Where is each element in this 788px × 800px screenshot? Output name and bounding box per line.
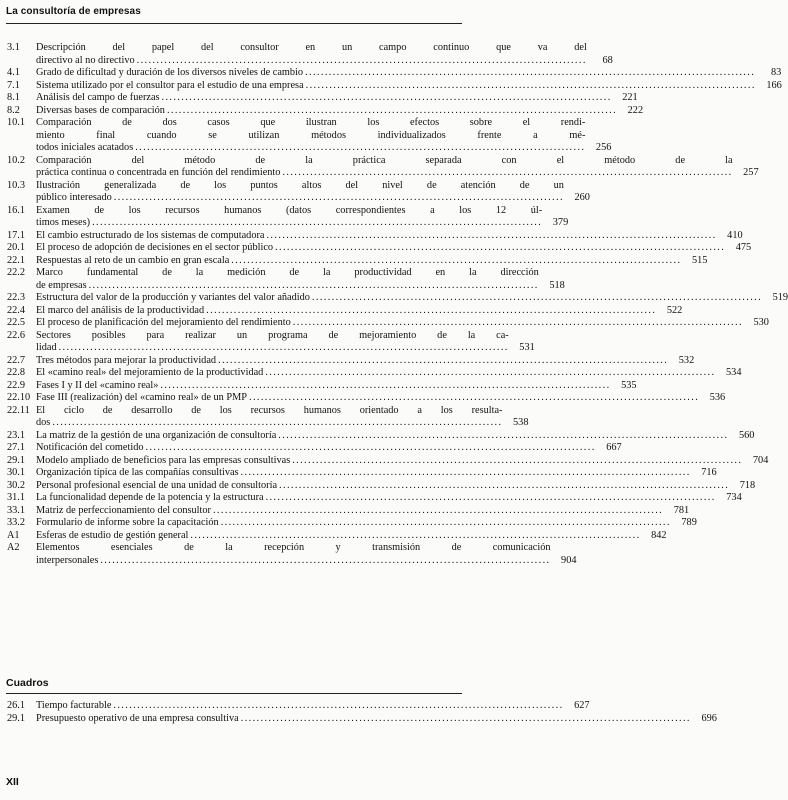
entry-title xyxy=(36,267,565,292)
entry-title xyxy=(36,392,725,405)
entry-title-line: La funcionalidad depende de la potencia y la estructura xyxy=(36,492,264,503)
entry-title-line: Fase III (realización) del «camino real» de un PMP xyxy=(36,392,248,403)
toc-entry xyxy=(6,154,759,180)
entry-page-number: 734 xyxy=(726,492,742,503)
toc-entry xyxy=(6,329,535,355)
toc-entry xyxy=(6,267,565,292)
toc-entry xyxy=(6,492,742,505)
entry-title-line: Esferas de estudio de gestión general xyxy=(36,529,189,541)
toc-entry xyxy=(6,392,726,405)
entry-number: 8.2 xyxy=(7,104,20,116)
entry-title xyxy=(36,180,590,205)
dot-leader xyxy=(100,555,548,568)
entry-page-number: 257 xyxy=(743,167,759,178)
table-list xyxy=(6,700,717,725)
entry-number: 30.1 xyxy=(7,467,26,478)
toc-entry xyxy=(6,517,697,530)
entry-number: 10.2 xyxy=(7,154,26,166)
entry-number: 29.1 xyxy=(7,454,26,466)
dot-leader xyxy=(59,342,507,355)
entry-title-line: Tres métodos para mejorar la productividad xyxy=(36,354,217,366)
toc-entry xyxy=(6,304,683,318)
entry-title-line: miento final cuando se utilizan métodos individualizados frente a mé- xyxy=(36,129,586,141)
entry-title xyxy=(36,467,717,480)
entry-title-line: Grado de dificultad y duración de los diversos niveles de cambio xyxy=(36,67,304,78)
dot-leader xyxy=(293,317,741,330)
entry-title-line: lidad xyxy=(36,342,57,353)
entry-title-line: de empresas xyxy=(36,279,87,291)
dot-leader xyxy=(160,380,608,393)
entry-page-number: 83 xyxy=(770,67,782,78)
entry-title-line: Sectores posibles para realizar un programa de mejoramiento de la ca- xyxy=(36,329,509,341)
entry-number: 22.8 xyxy=(7,367,26,378)
dot-leader xyxy=(89,280,537,293)
entry-title xyxy=(36,492,742,505)
dot-leader xyxy=(278,430,726,443)
toc-entry xyxy=(6,367,742,380)
toc-entry xyxy=(6,404,529,430)
entry-title-line: Descripción del papel del consultor en un campo continuo que va del xyxy=(36,42,587,53)
entry-number: 8.1 xyxy=(7,92,20,103)
toc-entry xyxy=(6,254,708,268)
entry-page-number: 531 xyxy=(519,342,535,353)
entry-title-line: Comparación de dos casos que ilustran los efectos sobre el rendi- xyxy=(36,117,586,128)
entry-title-line: El proceso de planificación del mejoramiento del rendimiento xyxy=(36,317,291,328)
entry-page-number: 538 xyxy=(513,417,529,428)
dot-leader xyxy=(241,713,689,726)
entry-title-line: Comparación del método de la práctica separada con el método de la xyxy=(36,154,733,166)
dot-leader xyxy=(282,167,730,180)
entry-title-line: El «camino real» del mejoramiento de la productividad xyxy=(36,367,264,378)
toc-entry xyxy=(6,92,638,105)
entry-title-line: dos xyxy=(36,417,51,428)
dot-leader xyxy=(231,255,679,268)
entry-title xyxy=(36,155,759,180)
toc-entry xyxy=(6,67,782,80)
entry-title xyxy=(36,455,768,468)
entry-number: 30.2 xyxy=(7,479,26,491)
entry-number: 33.1 xyxy=(7,504,26,516)
entry-title xyxy=(36,292,788,305)
entry-title-line: todos iniciales acatados xyxy=(36,142,134,153)
figure-list xyxy=(6,42,788,567)
entry-number: 3.1 xyxy=(7,42,20,53)
entry-title xyxy=(36,380,637,393)
entry-page-number: 560 xyxy=(738,429,755,441)
entry-number: 10.3 xyxy=(7,179,26,191)
dot-leader xyxy=(146,442,594,455)
entry-title-line: Notificación del cometido xyxy=(36,442,144,453)
entry-page-number: 535 xyxy=(621,379,637,391)
entry-title xyxy=(36,405,528,430)
entry-title xyxy=(36,255,707,268)
entry-number: 22.3 xyxy=(7,292,26,303)
entry-page-number: 716 xyxy=(701,467,717,478)
entry-title xyxy=(36,700,590,713)
entry-title-line: Examen de los recursos humanos (datos correspondientes a los 12 úl- xyxy=(36,204,543,216)
toc-entry xyxy=(6,467,717,480)
toc-entry xyxy=(6,454,769,468)
dot-leader xyxy=(292,455,740,468)
entry-number: 16.1 xyxy=(7,204,26,216)
dot-leader xyxy=(266,230,714,243)
running-head: La consultoría de empresas xyxy=(6,6,141,17)
section-rule xyxy=(6,693,462,694)
entry-number: 22.5 xyxy=(7,317,26,328)
entry-number: 29.1 xyxy=(7,712,26,724)
toc-entry xyxy=(6,529,667,543)
entry-number: 10.1 xyxy=(7,117,26,128)
toc-entry xyxy=(6,442,622,455)
entry-page-number: 379 xyxy=(552,217,569,228)
entry-number: 22.2 xyxy=(7,267,26,278)
entry-number: 26.1 xyxy=(7,700,26,711)
entry-title-line: práctica continua o concentrada en función del rendimiento xyxy=(36,167,281,178)
entry-title xyxy=(36,105,643,118)
entry-title-line: El proceso de adopción de decisiones en el sector público xyxy=(36,242,274,253)
entry-page-number: 534 xyxy=(726,367,742,378)
entry-page-number: 718 xyxy=(739,479,756,491)
toc-entry xyxy=(6,542,577,567)
entry-title-line: Elementos esenciales de la recepción y transmisión de comunicación xyxy=(36,542,551,553)
entry-title xyxy=(36,230,743,243)
entry-title-line: directivo al no directivo xyxy=(36,54,135,66)
entry-title-line: Análisis del campo de fuerzas xyxy=(36,92,160,103)
entry-title-line: Personal profesional esencial de una unidad de consultoría xyxy=(36,479,278,491)
entry-title-line: Fases I y II del «camino real» xyxy=(36,379,159,391)
entry-title xyxy=(36,305,682,318)
entry-title-line: timos meses) xyxy=(36,217,91,228)
toc-entry xyxy=(6,354,695,368)
toc-entry xyxy=(6,292,788,305)
entry-number: 7.1 xyxy=(7,79,20,91)
entry-title xyxy=(36,330,535,355)
entry-number: 23.1 xyxy=(7,429,26,441)
toc-entry xyxy=(6,700,590,713)
dot-leader xyxy=(312,292,760,305)
entry-title-line: El ciclo de desarrollo de los recursos humanos orientado a los resulta- xyxy=(36,404,503,416)
entry-page-number: 536 xyxy=(709,392,726,403)
dot-leader xyxy=(249,392,697,405)
dot-leader xyxy=(52,417,500,430)
dot-leader xyxy=(206,305,654,318)
toc-entry xyxy=(6,104,644,118)
header-rule xyxy=(6,23,462,24)
entry-page-number: 475 xyxy=(735,242,752,253)
entry-title xyxy=(36,542,577,567)
entry-title xyxy=(36,242,751,255)
entry-title-line: Respuestas al reto de un cambio en gran escala xyxy=(36,254,230,266)
dot-leader xyxy=(266,492,714,505)
entry-page-number: 667 xyxy=(606,442,622,453)
dot-leader xyxy=(113,700,561,713)
entry-title xyxy=(36,355,694,368)
dot-leader xyxy=(241,467,689,480)
toc-entry xyxy=(6,179,590,205)
entry-number: 22.6 xyxy=(7,329,26,341)
entry-page-number: 221 xyxy=(622,92,638,103)
entry-page-number: 842 xyxy=(651,529,667,541)
dot-leader xyxy=(92,217,540,230)
entry-title xyxy=(36,480,755,493)
entry-number: 27.1 xyxy=(7,442,26,453)
dot-leader xyxy=(305,67,753,80)
dot-leader xyxy=(221,517,669,530)
entry-page-number: 222 xyxy=(627,104,644,116)
entry-title-line: Ilustración generalizada de los puntos altos del nivel de atención de un xyxy=(36,179,564,191)
entry-title-line: Modelo ampliado de beneficios para las empresas consultivas xyxy=(36,454,291,466)
entry-page-number: 68 xyxy=(602,54,613,66)
entry-number: 31.1 xyxy=(7,492,26,503)
entry-number: A1 xyxy=(7,529,20,541)
entry-page-number: 530 xyxy=(753,317,769,328)
entry-title-line: público interesado xyxy=(36,192,112,203)
toc-entry xyxy=(6,42,613,67)
entry-number: 22.11 xyxy=(7,404,30,416)
entry-number: 22.4 xyxy=(7,304,26,316)
entry-title-line: El marco del análisis de la productividad xyxy=(36,304,205,316)
entry-title xyxy=(36,430,754,443)
dot-leader xyxy=(135,142,583,155)
entry-number: 4.1 xyxy=(7,67,20,78)
entry-title-line: Diversas bases de comparación xyxy=(36,104,165,116)
entry-number: 22.10 xyxy=(7,392,31,403)
dot-leader xyxy=(279,480,727,493)
entry-title xyxy=(36,205,568,230)
entry-page-number: 256 xyxy=(595,142,612,153)
entry-title-line: Marco fundamental de la medición de la productividad en la dirección xyxy=(36,267,539,278)
entry-number: 33.2 xyxy=(7,517,26,528)
entry-title xyxy=(36,442,622,455)
dot-leader xyxy=(218,355,666,368)
entry-title xyxy=(36,117,611,155)
dot-leader xyxy=(306,80,754,93)
entry-title-line: Estructura del valor de la producción y variantes del valor añadido xyxy=(36,292,310,303)
entry-page-number: 515 xyxy=(691,254,708,266)
toc-entry xyxy=(6,79,782,93)
entry-title xyxy=(36,505,689,518)
entry-title xyxy=(36,80,782,93)
page-folio: XII xyxy=(6,776,19,788)
entry-number: 22.9 xyxy=(7,379,26,391)
entry-title xyxy=(36,42,613,67)
entry-number: 20.1 xyxy=(7,242,26,253)
dot-leader xyxy=(114,192,562,205)
dot-leader xyxy=(265,367,713,380)
toc-entry xyxy=(6,242,752,255)
entry-page-number: 696 xyxy=(701,712,717,724)
entry-title-line: Sistema utilizado por el consultor para el estudio de una empresa xyxy=(36,79,304,91)
entry-title-line: Presupuesto operativo de una empresa consultiva xyxy=(36,712,239,724)
entry-page-number: 627 xyxy=(574,700,590,711)
dot-leader xyxy=(167,105,615,118)
entry-title-line: Matriz de perfeccionamiento del consultor xyxy=(36,504,211,516)
entry-page-number: 518 xyxy=(549,279,565,291)
entry-title-line: interpersonales xyxy=(36,554,99,566)
entry-title xyxy=(36,530,667,543)
entry-title xyxy=(36,317,769,330)
entry-page-number: 519 xyxy=(772,292,788,303)
dot-leader xyxy=(162,92,610,105)
toc-entry xyxy=(6,504,690,518)
entry-page-number: 781 xyxy=(673,504,690,516)
entry-page-number: 260 xyxy=(574,192,590,203)
entry-title-line: Formulario de informe sobre la capacitación xyxy=(36,517,219,528)
entry-page-number: 532 xyxy=(678,354,695,366)
entry-page-number: 522 xyxy=(666,304,683,316)
dot-leader xyxy=(190,530,638,543)
entry-title xyxy=(36,67,781,80)
section-title-cuadros: Cuadros xyxy=(6,677,49,689)
toc-entry xyxy=(6,317,769,330)
entry-title xyxy=(36,367,741,380)
entry-number: 22.1 xyxy=(7,254,26,266)
entry-title xyxy=(36,92,638,105)
toc-entry xyxy=(6,379,637,393)
entry-number: 22.7 xyxy=(7,354,26,366)
toc-entry xyxy=(6,712,717,726)
toc-entry xyxy=(6,429,755,443)
entry-title-line: El cambio estructurado de los sistemas de computadora xyxy=(36,229,265,241)
toc-entry xyxy=(6,204,569,230)
entry-number: A2 xyxy=(7,542,20,553)
entry-page-number: 704 xyxy=(752,454,769,466)
dot-leader xyxy=(275,242,723,255)
entry-title xyxy=(36,517,697,530)
toc-entry xyxy=(6,117,612,155)
dot-leader xyxy=(137,55,585,68)
entry-page-number: 904 xyxy=(561,554,577,566)
entry-title-line: La matriz de la gestión de una organización de consultoría xyxy=(36,429,277,441)
toc-entry xyxy=(6,479,756,493)
entry-title-line: Tiempo facturable xyxy=(36,700,112,711)
entry-number: 17.1 xyxy=(7,229,26,241)
entry-page-number: 166 xyxy=(766,79,782,91)
entry-page-number: 789 xyxy=(681,517,697,528)
entry-title-line: Organización típica de las compañías consultivas xyxy=(36,467,239,478)
dot-leader xyxy=(213,505,661,518)
toc-entry xyxy=(6,229,743,243)
entry-title xyxy=(36,713,717,726)
entry-page-number: 410 xyxy=(727,229,743,241)
